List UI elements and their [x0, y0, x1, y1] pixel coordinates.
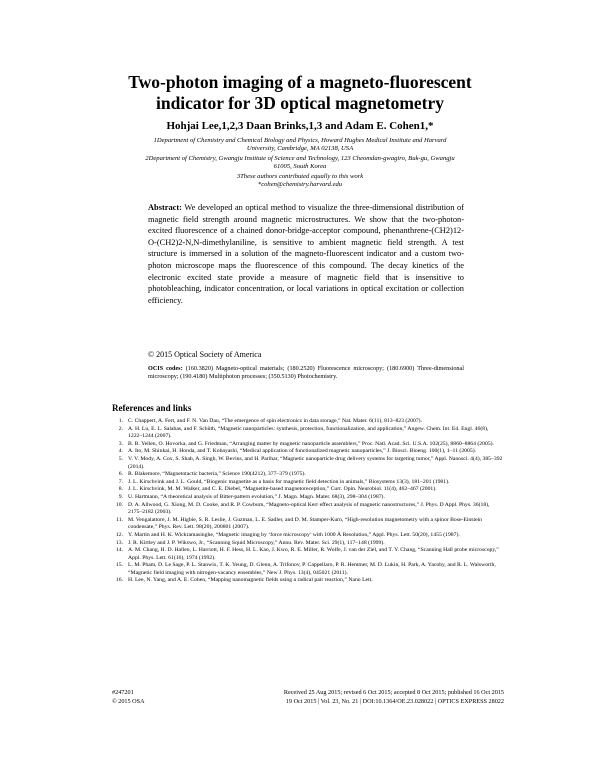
manuscript-id: #247201 [112, 689, 134, 696]
reference-item [112, 494, 504, 502]
reference-number: 8. [118, 486, 123, 493]
ocis-text: (160.3820) Magneto-optical materials; (180.2520) Fluorescence microscopy; (180.6900) Three-dimensional microscopy; (190.4180) Multiphoton processes; (350.5130) Photochemistry. [148, 365, 464, 381]
reference-number: 3. [118, 440, 123, 447]
affiliation-line: 1Department of Chemistry and Chemical Biology and Physics, Howard Hughes Medical Institute and Harvard [153, 137, 447, 144]
reference-number: 11. [116, 516, 123, 523]
reference-number: 1. [118, 418, 123, 424]
reference-text: Y. Martin and H. K. Wickramasinghe, “Magnetic imaging by ‘force microscopy’ with 1000 Å Resolution,” Appl. Phys. Lett. 50(20), 1455 (1987). [128, 531, 460, 538]
reference-number: 4. [118, 448, 123, 455]
reference-text: H. Lee, N. Yang, and A. E. Cohen, “Mapping nanomagnetic fields using a radical pair reaction,” Nano Lett. [128, 577, 373, 584]
journal-citation: 19 Oct 2015 | Vol. 23, No. 21 | DOI:10.1364/OE.23.028022 | OPTICS EXPRESS 28022 [285, 698, 504, 705]
reference-number: 14. [115, 547, 123, 554]
affiliation-line: 2Department of Chemistry, Gwangju Institute of Science and Technology, 123 Cheomdan-gwagiro, Buk-gu, Gwangju [145, 155, 455, 162]
abstract-label: Abstract: [148, 203, 182, 212]
reference-number: 10. [115, 501, 123, 508]
ocis-label: OCIS codes: [148, 365, 183, 372]
reference-text: V. V. Mody, A. Cox, S. Shah, A. Singh, W. Bevins, and H. Parihar, “Magnetic nanoparticle drug delivery systems for targeting tumor,” Appl. Nanosci. 4(4), 385–392 (2014). [128, 455, 503, 470]
abstract [148, 202, 464, 306]
reference-number: 9. [118, 493, 123, 500]
reference-number: 12. [115, 531, 123, 538]
ocis-codes [148, 365, 464, 382]
reference-item [112, 448, 504, 456]
reference-item [112, 426, 504, 441]
reference-text: J. R. Kirtley and J. P. Wikswo, Jr., “Scanning Squid Microscopy,” Annu. Rev. Mater. Sci. 29(1), 117–148 (1999). [128, 539, 385, 546]
title-line-1: Two-photon imaging of a magneto-fluorescent [128, 72, 472, 92]
reference-item [112, 418, 504, 426]
reference-text: U. Hartmann, “A theoretical analysis of Bitter-pattern evolution,” J. Magn. Magn. Mater. 68(3), 298–304 (1987). [128, 493, 385, 500]
page-footer [112, 688, 504, 706]
paper-title [60, 72, 540, 114]
reference-number: 5. [118, 455, 123, 462]
references-heading: References and links [112, 403, 192, 413]
reference-number: 6. [118, 471, 123, 478]
reference-number: 15. [115, 562, 123, 569]
affiliation-line: 3These authors contributed equally to this work [236, 173, 364, 180]
reference-text: J. L. Kirschvink and J. L. Gould, “Biogenic magnetite as a basis for magnetic field detection in animals,” Biosystems 13(3), 181–201 (1981). [128, 478, 450, 485]
abstract-text: We developed an optical method to visualize the three-dimensional distribution of magnetic field strength around magnetic microstructures. We show that the two-photon-excited fluorescence of a chained donor-bridge-acceptor compound, phenanthrene-(CH2)12-O-(CH2)2-N,N-dimethylaniline, is sensitive to ambient magnetic field strength. A test structure is immersed in a solution of the magneto-fluorescent indicator and a custom two-photon microscope maps the fluorescence of this compound. The decay kinetics of the electronic excited state provide a measure of magnetic field that is insensitive to photobleaching, indicator concentration, or local variations in optical excitation or collection efficiency. [148, 203, 464, 305]
reference-item [112, 540, 504, 548]
reference-text: D. A. Allwood, G. Xiong, M. D. Cooke, and R. P. Cowburn, “Magneto-optical Kerr effect analysis of magnetic nanostructures,” J. Phys. D Appl. Phys. 36(18), 2175–2182 (2003). [128, 501, 490, 516]
reference-item [112, 486, 504, 494]
reference-list [112, 418, 504, 585]
contact-email[interactable]: *cohen@chemistry.harvard.edu [257, 181, 343, 188]
reference-item [112, 517, 504, 532]
reference-item [112, 456, 504, 471]
reference-item [112, 547, 504, 562]
author-list: Hohjai Lee,1,2,3 Daan Brinks,1,3 and Adam E. Cohen1,* [166, 120, 434, 132]
reference-text: B. B. Yellen, O. Hovorka, and G. Friedman, “Arranging matter by magnetic nanoparticle assemblers,” Proc. Natl. Acad. Sci. U.S.A. 102(25), 8860–8864 (2005). [128, 440, 494, 447]
reference-text: A. H. Lu, E. L. Salabas, and F. Schüth, “Magnetic nanoparticles: synthesis, protection, functionalization, and application,” Angew. Chem. Int. Ed. Engl. 46(8), 1222–1244 (2007). [128, 425, 489, 440]
publication-dates: Received 25 Aug 2015; revised 6 Oct 2015; accepted 8 Oct 2015; published 16 Oct 2015 [283, 689, 504, 696]
reference-text: C. Chappert, A. Fert, and F. N. Van Dau, “The emergence of spin electronics in data storage,” Nat. Mater. 6(11), 813–823 (2007). [128, 418, 423, 424]
reference-item [112, 562, 504, 577]
reference-item [112, 471, 504, 479]
reference-text: M. Vengalattore, J. M. Higbie, S. R. Leslie, J. Guzman, L. E. Sadler, and D. M. Stamper-Kurn, “High-resolution magnetometry with a spinor Bose-Einstein condensate,” Phys. Rev. Lett. 98(20), 200801 (2007). [128, 516, 483, 531]
reference-text: R. Blakemore, “Magnetotactic bacteria,” Science 190(4212), 377–379 (1975). [128, 471, 306, 478]
reference-text: A. M. Chang, H. D. Hallen, L. Harriott, H. F. Hess, H. L. Kao, J. Kwo, R. E. Miller, R. Wolfe, J. van der Ziel, and T. Y. Chang, “Scanning Hall probe microscopy,” Appl. Phys. Lett. 61(16), 1974 (1992). [128, 547, 499, 561]
footer-copyright: © 2015 OSA [112, 698, 145, 705]
title-line-2: indicator for 3D optical magnetometry [155, 93, 445, 113]
reference-text: A. Ito, M. Shinkai, H. Honda, and T. Kobayashi, “Medical application of functionalized magnetic nanoparticles,” J. Biosci. Bioeng. 100(1), 1–11 (2005). [128, 448, 477, 455]
reference-item [112, 532, 504, 540]
reference-text: J. L. Kirschvink, M. M. Walker, and C. E. Diebel, “Magnetite-based magnetoreception,” Curr. Opin. Neurobiol. 11(4), 462–467 (2001). [128, 486, 437, 493]
reference-text: L. M. Pham, D. Le Sage, P. L. Stanwix, T. K. Yeung, D. Glenn, A. Trifonov, P. Cappellaro, P. R. Hemmer, M. D. Lukin, H. Park, A. Yacoby, and R. L. Walsworth, “Magnetic field imaging with nitrogen-vacancy ensembles,” New J. Phys. 13(4), 045021 (2011). [128, 562, 496, 576]
affiliation-line: 61005, South Korea [273, 163, 327, 170]
copyright-notice: © 2015 Optical Society of America [148, 350, 262, 359]
reference-item [112, 577, 504, 585]
reference-item [112, 502, 504, 517]
reference-number: 16. [115, 577, 123, 584]
reference-number: 7. [118, 478, 123, 485]
affiliation-line: University, Cambridge, MA 02138, USA [246, 145, 354, 152]
reference-number: 2. [118, 425, 123, 432]
reference-number: 13. [115, 539, 123, 546]
